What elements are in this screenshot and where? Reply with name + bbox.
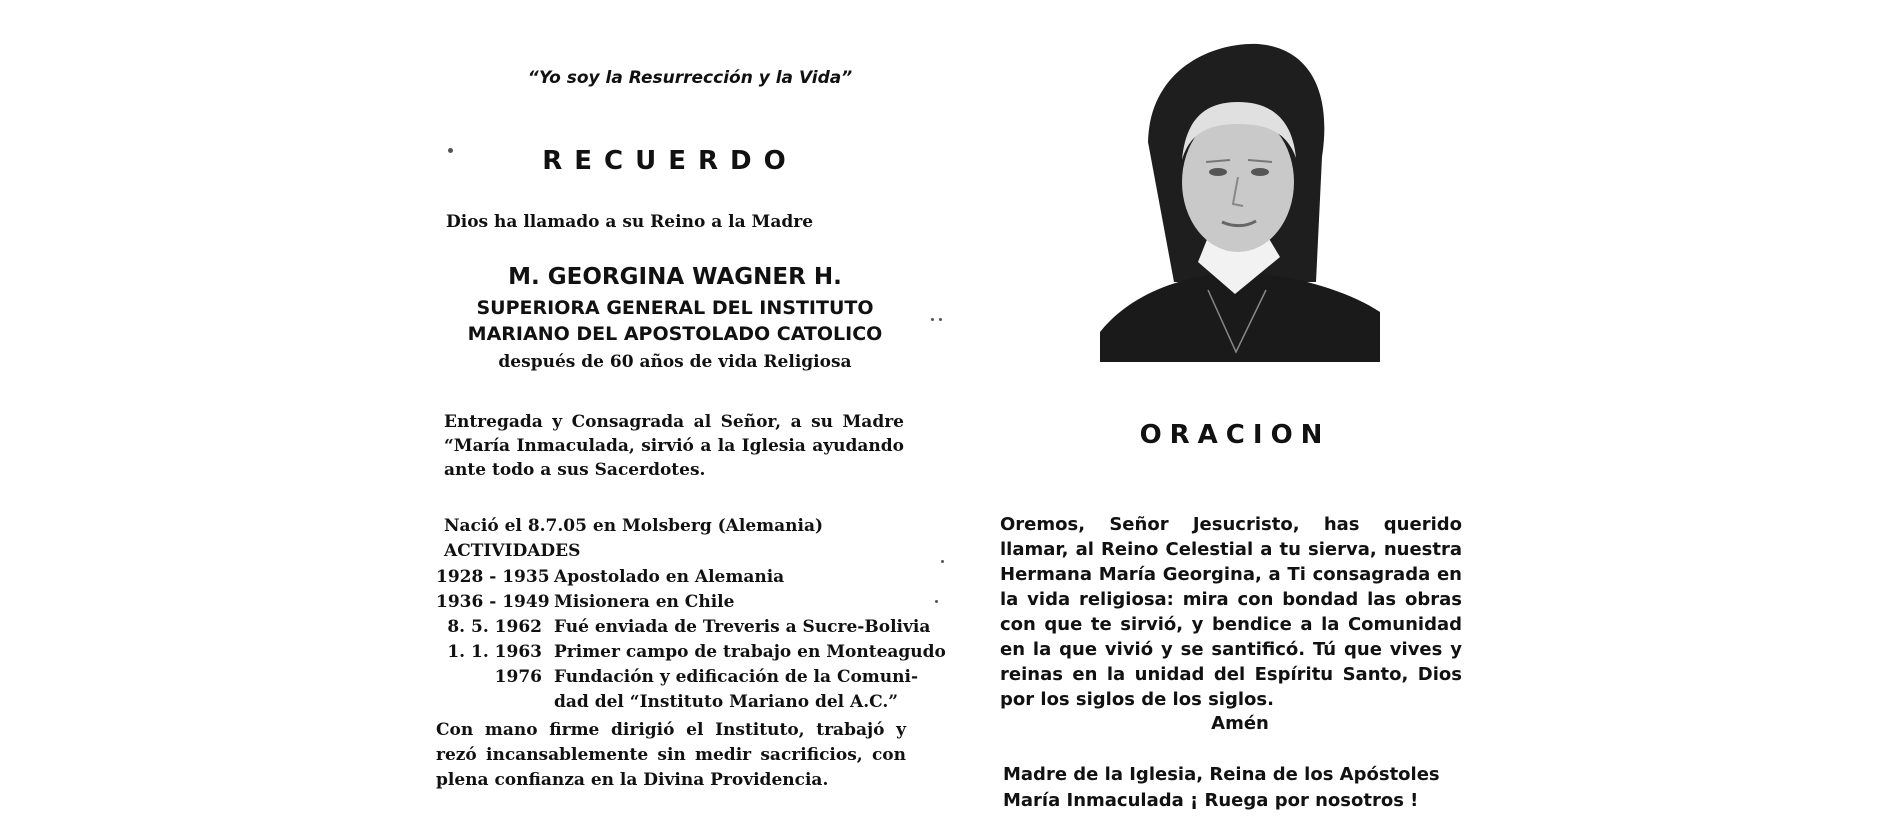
activities-heading: ACTIVIDADES — [444, 541, 581, 561]
invocation-line2: María Inmaculada ¡ Ruega por nosotros ! — [1003, 790, 1419, 811]
prayer-card — [990, 0, 1510, 832]
activity-row — [436, 665, 919, 690]
activity-row — [436, 640, 946, 665]
intro-line: Dios ha llamado a su Reino a la Madre — [446, 212, 814, 232]
prayer-text: Oremos, Señor Jesucristo, has querido llamar, al Reino Celestial a tu sierva, nuestra Hermana María Georgina, a Ti consagrada en la vida religiosa: mira con bondad las obras con que te sirvió, y bendice a la Comunidad en la que vivió y se santificó. Tú que vives y reinas en la unidad del Espíritu Santo, Dios por los siglos de los siglos. — [1000, 514, 1462, 710]
remembrance-card — [430, 0, 950, 832]
role-title-line2: MARIANO DEL APOSTOLADO CATOLICO — [467, 323, 883, 345]
invocation-line1: Madre de la Iglesia, Reina de los Apóstoles — [1003, 764, 1440, 785]
activity-row — [436, 565, 916, 590]
activity-date: 1. 1. 1963 — [447, 642, 542, 662]
recuerdo-heading: RECUERDO — [542, 146, 798, 176]
activity-date: 1928 - 1935 — [436, 567, 550, 587]
activity-text: Misionera en Chile — [554, 592, 735, 612]
activity-text: Primer campo de trabajo en Monteagudo — [554, 642, 946, 662]
epigraph: “Yo soy la Resurrección y la Vida” — [527, 68, 853, 88]
birth-line: Nació el 8.7.05 en Molsberg (Alemania) — [444, 516, 824, 536]
portrait-photo — [1090, 32, 1380, 362]
activity-date: 1976 — [494, 667, 542, 687]
print-speck — [941, 560, 944, 563]
activity-row — [436, 615, 931, 640]
activity-text: Fué enviada de Treveris a Sucre-Bolivia — [554, 617, 931, 637]
activity-date — [436, 690, 554, 715]
print-speck — [931, 318, 934, 321]
role-title-line1: SUPERIORA GENERAL DEL INSTITUTO — [476, 297, 874, 319]
activity-row — [436, 690, 916, 715]
portrait-image — [1090, 32, 1380, 362]
years-of-service: después de 60 años de vida Religiosa — [498, 352, 852, 372]
dedication-paragraph: Entregada y Consagrada al Señor, a su Madre “María Inmaculada, sirvió a la Iglesia ayudando ante todo a sus Sacerdotes. — [444, 412, 904, 480]
activity-text: Fundación y edificación de la Comuni- — [554, 667, 919, 687]
closing-paragraph: Con mano firme dirigió el Instituto, trabajó y rezó incansablemente sin medir sacrificios, con plena confianza en la Divina Providencia. — [436, 720, 906, 790]
print-speck — [935, 600, 938, 603]
activity-text: dad del “Instituto Mariano del A.C.” — [554, 692, 899, 712]
activity-date: 8. 5. 1962 — [447, 617, 542, 637]
activity-text: Apostolado en Alemania — [554, 567, 785, 587]
oracion-heading: ORACION — [1139, 420, 1331, 450]
print-speck — [448, 148, 453, 153]
print-speck — [939, 318, 942, 321]
amen-line: Amén — [1211, 713, 1269, 734]
activities-list — [436, 565, 946, 715]
deceased-name: M. GEORGINA WAGNER H. — [508, 264, 842, 290]
activity-date: 1936 - 1949 — [436, 592, 550, 612]
activity-row — [436, 590, 916, 615]
